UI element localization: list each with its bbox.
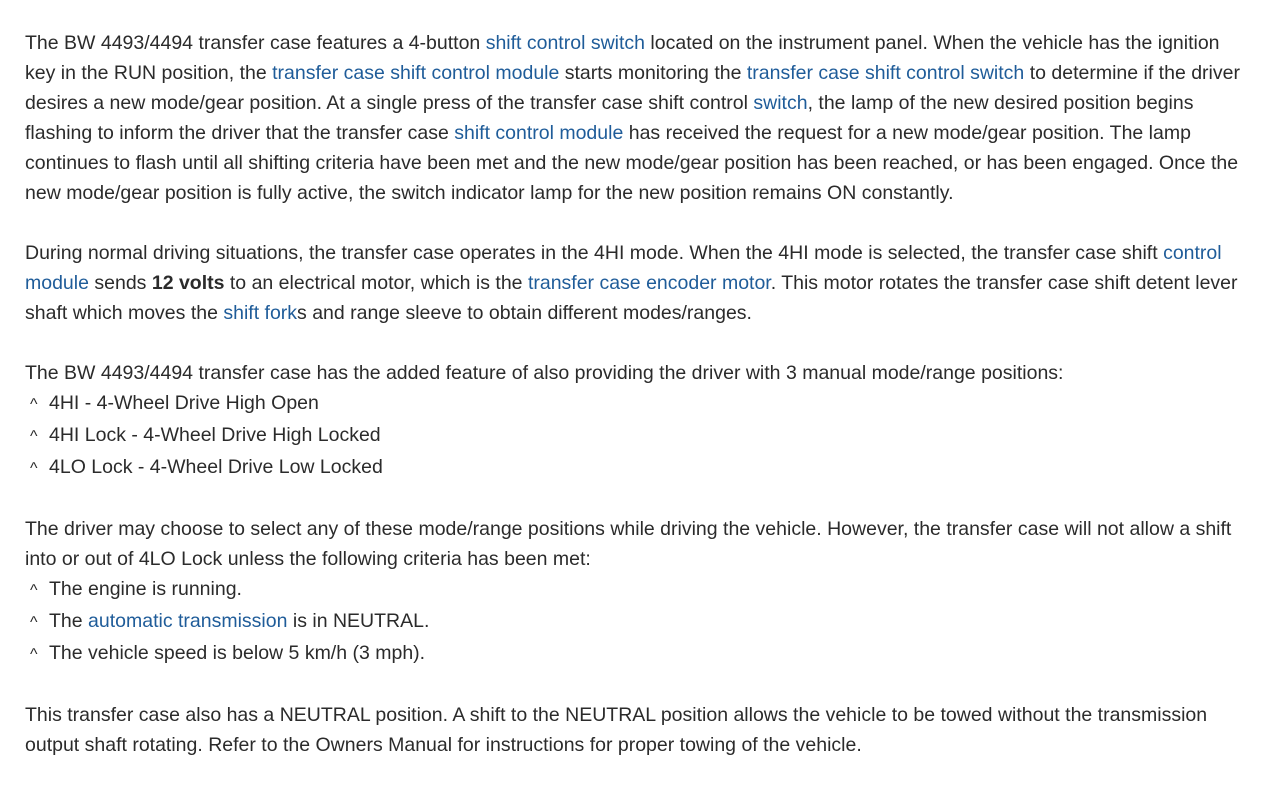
paragraph-neutral-position: This transfer case also has a NEUTRAL position. A shift to the NEUTRAL position allows the vehicle to be towed without the transmission output shaft rotating. Refer to the Owners Manual for instructions for proper towing of the vehicle. [25, 704, 1208, 756]
bold-voltage: 12 volts [151, 272, 225, 294]
list-item [25, 574, 1247, 606]
caret-bullet-icon: ^ [30, 460, 38, 477]
text: has received the request for a new mode/gear position. The lamp continues to flash until all shifting criteria have been met and the new mode/gear position has been reached, or has been engaged. Once the new mode/gear position is fully active, the switch indicator lamp for the new position remains ON constantly. [25, 122, 1239, 204]
list-item [25, 452, 1247, 484]
caret-bullet-icon: ^ [30, 614, 38, 631]
manual-positions-intro: The BW 4493/4494 transfer case has the added feature of also providing the driver with 3 manual mode/range positions: [25, 362, 1064, 384]
link-transfer-case-shift-control-module[interactable]: transfer case shift control module [272, 62, 560, 84]
list-item-text: 4LO Lock - 4-Wheel Drive Low Locked [49, 456, 383, 478]
list-item-text: The [49, 610, 89, 632]
link-shift-control-module[interactable]: shift control module [454, 122, 624, 144]
text: sends [88, 272, 152, 294]
link-transfer-case-encoder-motor[interactable]: transfer case encoder motor [527, 272, 771, 294]
text: to determine if the driver desires a new mode/gear position. At a single press of the transfer case shift control [25, 62, 1240, 114]
list-item-text: The vehicle speed is below 5 km/h (3 mph). [49, 642, 426, 664]
list-item-text: 4HI Lock - 4-Wheel Drive High Locked [49, 424, 381, 446]
link-control-module[interactable]: control module [25, 242, 1222, 294]
list-item-text: The engine is running. [49, 578, 242, 600]
text: . This motor rotates the transfer case shift detent lever shaft which moves the [25, 272, 1238, 324]
paragraph-normal-driving [25, 238, 1247, 328]
list-item [25, 388, 1247, 420]
text: During normal driving situations, the transfer case operates in the 4HI mode. When the 4HI mode is selected, the transfer case shift [25, 242, 1164, 264]
caret-bullet-icon: ^ [30, 582, 38, 599]
link-switch[interactable]: switch [753, 92, 808, 114]
text: , the lamp of the new desired position begins flashing to inform the driver that the transfer case [25, 92, 1194, 144]
list-item [25, 638, 1247, 670]
document-body [25, 28, 1247, 790]
paragraph-shift-control-overview [25, 28, 1247, 208]
text: to an electrical motor, which is the [224, 272, 528, 294]
list-item-text: 4HI - 4-Wheel Drive High Open [49, 392, 319, 414]
text: starts monitoring the [559, 62, 747, 84]
caret-bullet-icon: ^ [30, 428, 38, 445]
list-item-text: is in NEUTRAL. [287, 610, 430, 632]
link-automatic-transmission[interactable]: automatic transmission [88, 610, 288, 632]
caret-bullet-icon: ^ [30, 646, 38, 663]
shift-criteria-intro: The driver may choose to select any of these mode/range positions while driving the vehicle. However, the transfer case will not allow a shift into or out of 4LO Lock unless the following criteria has been met: [25, 518, 1232, 570]
link-shift-fork[interactable]: shift fork [223, 302, 298, 324]
link-transfer-case-shift-control-switch[interactable]: transfer case shift control switch [746, 62, 1025, 84]
list-item [25, 606, 1247, 638]
paragraph-manual-positions [25, 358, 1247, 484]
list-item [25, 420, 1247, 452]
link-shift-control-switch[interactable]: shift control switch [485, 32, 645, 54]
caret-bullet-icon: ^ [30, 396, 38, 413]
text: s and range sleeve to obtain different modes/ranges. [297, 302, 752, 324]
text: located on the instrument panel. When the vehicle has the ignition key in the RUN position, the [25, 32, 1220, 84]
paragraph-shift-criteria [25, 514, 1247, 670]
text: The BW 4493/4494 transfer case features a 4-button [25, 32, 486, 54]
